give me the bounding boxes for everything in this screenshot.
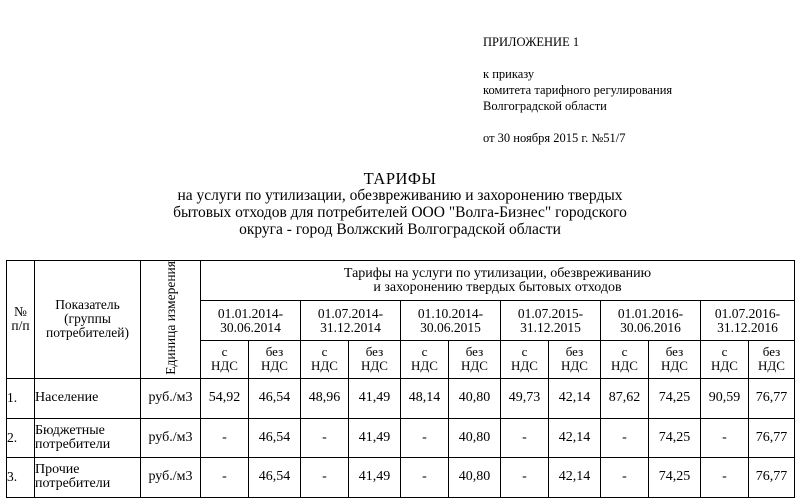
tariff-value: - <box>201 457 249 497</box>
tariff-value: 74,25 <box>649 418 701 457</box>
tariff-table <box>6 260 795 498</box>
vat-without-header: без НДС <box>649 340 701 378</box>
row-indicator: Бюджетные потребители <box>35 418 141 457</box>
tariff-value: 41,49 <box>349 378 401 418</box>
tariff-value: 48,14 <box>401 378 449 418</box>
tariff-value: 40,80 <box>449 457 501 497</box>
tariff-value: 41,49 <box>349 418 401 457</box>
tariff-value: - <box>701 457 749 497</box>
tariff-value: - <box>601 457 649 497</box>
appendix-date-line: от 30 ноября 2015 г. №51/7 <box>483 131 626 145</box>
tariff-value: 76,77 <box>749 418 795 457</box>
vat-without-header: без НДС <box>249 340 301 378</box>
heading-line-2: бытовых отходов для потребителей ООО "Волга-Бизнес" городского <box>173 204 627 221</box>
tariff-value: 87,62 <box>601 378 649 418</box>
vat-with-header: с НДС <box>301 340 349 378</box>
vat-with-header: с НДС <box>201 340 249 378</box>
tariff-value: 48,96 <box>301 378 349 418</box>
period-header: 01.01.2014- 30.06.2014 <box>201 301 301 340</box>
tariff-value: 74,25 <box>649 378 701 418</box>
header-tariffs: Тарифы на услуги по утилизации, обезвреживанию и захоронению твердых бытовых отходов <box>201 261 795 301</box>
row-unit: руб./м3 <box>141 378 201 418</box>
tariff-value: 46,54 <box>249 378 301 418</box>
tariff-value: 42,14 <box>549 418 601 457</box>
heading-line-1: на услуги по утилизации, обезвреживанию и захоронению твердых <box>177 187 623 204</box>
vat-with-header: с НДС <box>601 340 649 378</box>
header-unit-label: Единица измерения <box>163 261 178 375</box>
tariff-value: - <box>301 418 349 457</box>
vat-without-header: без НДС <box>549 340 601 378</box>
header-unit <box>141 261 201 379</box>
vat-with-header: с НДС <box>501 340 549 378</box>
period-header: 01.07.2016- 31.12.2016 <box>701 301 795 340</box>
tariff-value: - <box>701 418 749 457</box>
vat-with-header: с НДС <box>401 340 449 378</box>
tariff-value: - <box>301 457 349 497</box>
row-number: 1. <box>7 378 35 418</box>
document-title: ТАРИФЫ <box>363 169 437 188</box>
appendix-committee-line: комитета тарифного регулирования <box>483 83 673 97</box>
tariff-value: 40,80 <box>449 378 501 418</box>
appendix-block <box>483 34 672 146</box>
tariff-value: 42,14 <box>549 457 601 497</box>
period-header: 01.07.2014- 31.12.2014 <box>301 301 401 340</box>
period-header: 01.01.2016- 30.06.2016 <box>601 301 701 340</box>
tariff-value: 42,14 <box>549 378 601 418</box>
appendix-title: ПРИЛОЖЕНИЕ 1 <box>483 35 580 49</box>
row-number: 3. <box>7 457 35 497</box>
vat-without-header: без НДС <box>349 340 401 378</box>
tariff-value: 46,54 <box>249 457 301 497</box>
row-unit: руб./м3 <box>141 457 201 497</box>
tariff-value: - <box>401 457 449 497</box>
appendix-region-line: Волгоградской области <box>483 99 607 113</box>
heading-line-3: округа - город Волжский Волгоградской области <box>239 221 561 238</box>
period-header: 01.10.2014- 30.06.2015 <box>401 301 501 340</box>
tariff-value: - <box>501 457 549 497</box>
tariff-value: 74,25 <box>649 457 701 497</box>
vat-without-header: без НДС <box>449 340 501 378</box>
document-heading <box>100 170 700 238</box>
tariff-value: - <box>501 418 549 457</box>
tariff-value: 54,92 <box>201 378 249 418</box>
period-header: 01.07.2015- 31.12.2015 <box>501 301 601 340</box>
row-indicator: Прочие потребители <box>35 457 141 497</box>
row-indicator: Население <box>35 378 141 418</box>
header-indicator: Показатель (группы потребителей) <box>35 261 141 379</box>
vat-without-header: без НДС <box>749 340 795 378</box>
table-row <box>7 418 795 457</box>
tariff-value: 76,77 <box>749 378 795 418</box>
row-unit: руб./м3 <box>141 418 201 457</box>
tariff-value: 76,77 <box>749 457 795 497</box>
vat-with-header: с НДС <box>701 340 749 378</box>
table-row <box>7 378 795 418</box>
appendix-order-line: к приказу <box>483 67 535 81</box>
tariff-value: 40,80 <box>449 418 501 457</box>
tariff-value: 90,59 <box>701 378 749 418</box>
table-row <box>7 457 795 497</box>
tariff-value: 46,54 <box>249 418 301 457</box>
tariff-value: - <box>401 418 449 457</box>
tariff-value: 49,73 <box>501 378 549 418</box>
tariff-value: - <box>601 418 649 457</box>
tariff-value: - <box>201 418 249 457</box>
row-number: 2. <box>7 418 35 457</box>
tariff-value: 41,49 <box>349 457 401 497</box>
header-number: № п/п <box>7 261 35 379</box>
